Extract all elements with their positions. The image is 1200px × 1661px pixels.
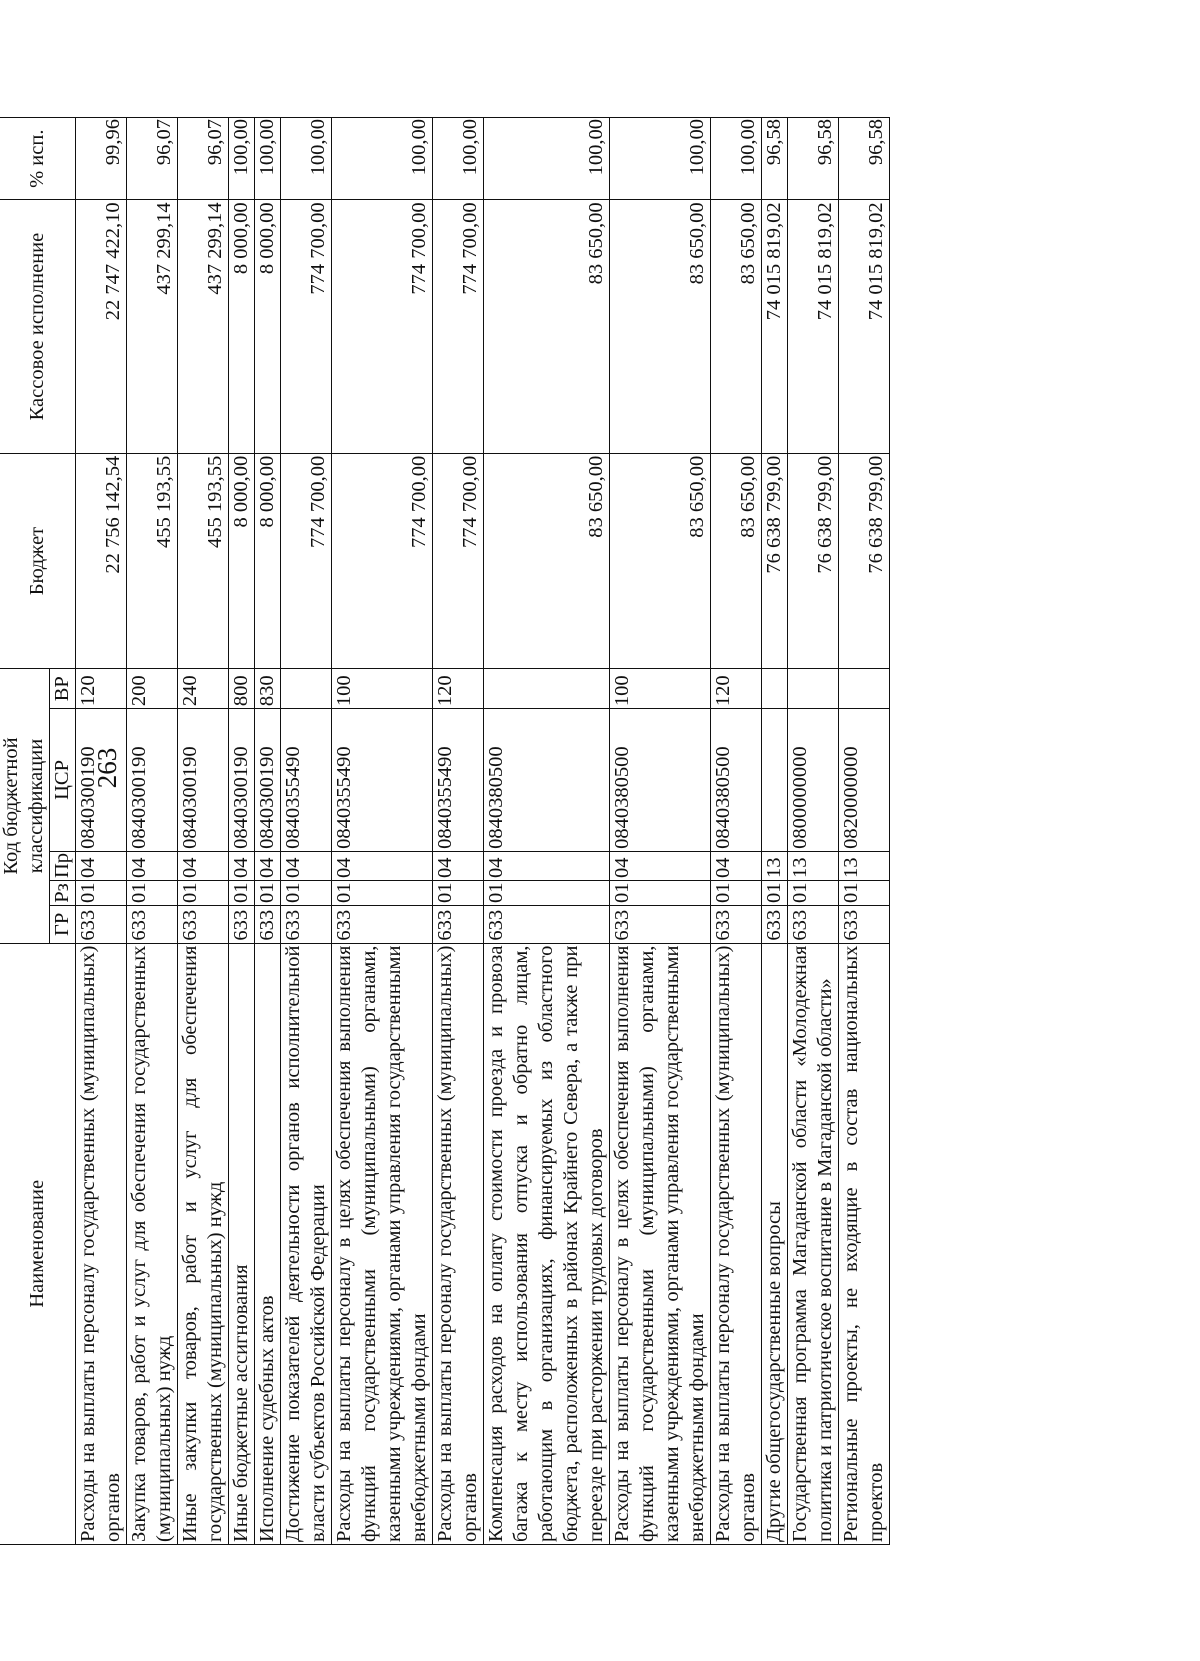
header-name: Наименование: [0, 943, 76, 1544]
row-vr: 120: [433, 669, 484, 709]
header-rz: Рз: [50, 881, 76, 906]
header-vr: ВР: [50, 669, 76, 709]
row-percent: 100,00: [255, 118, 281, 200]
row-rz: 01: [178, 881, 229, 906]
table-row: [484, 118, 610, 1545]
row-csr: 0840380500: [610, 709, 711, 852]
row-name: Расходы на выплаты персоналу государственных (муниципальных) органов: [76, 943, 127, 1544]
row-budget: 83 650,00: [711, 453, 762, 669]
row-vr: [839, 669, 890, 709]
table-row: [762, 118, 788, 1545]
row-budget: 774 700,00: [281, 453, 332, 669]
row-percent: 100,00: [484, 118, 610, 200]
header-budget: Бюджет: [0, 453, 76, 669]
table-row: [229, 118, 255, 1545]
row-percent: 100,00: [610, 118, 711, 200]
row-csr: 0840355490: [281, 709, 332, 852]
row-gr: 633: [127, 906, 178, 944]
row-budget: 774 700,00: [433, 453, 484, 669]
row-cash: 774 700,00: [433, 200, 484, 453]
row-name: Расходы на выплаты персоналу в целях обеспечения выполнения функций государственными (муниципальными) органами, казенными учреждениями, органами управления государственными внебюджетными фондами: [610, 943, 711, 1544]
row-pr: 04: [484, 851, 610, 880]
row-name: Достижение показателей деятельности органов исполнительной власти субъектов Российской Федерации: [281, 943, 332, 1544]
row-budget: 76 638 799,00: [762, 453, 788, 669]
row-cash: 83 650,00: [711, 200, 762, 453]
row-budget: 8 000,00: [255, 453, 281, 669]
header-cash-execution: Кассовое исполнение: [0, 200, 76, 453]
row-cash: 22 747 422,10: [76, 200, 127, 453]
row-percent: 96,58: [788, 118, 839, 200]
row-budget: 455 193,55: [127, 453, 178, 669]
header-code-group: Код бюджетной классификации: [0, 669, 50, 943]
row-rz: 01: [839, 881, 890, 906]
row-rz: 01: [229, 881, 255, 906]
row-percent: 99,96: [76, 118, 127, 200]
row-cash: 74 015 819,02: [839, 200, 890, 453]
row-budget: 455 193,55: [178, 453, 229, 669]
row-percent: 100,00: [229, 118, 255, 200]
table-row: [255, 118, 281, 1545]
row-gr: 633: [610, 906, 711, 944]
row-cash: 83 650,00: [610, 200, 711, 453]
row-budget: 22 756 142,54: [76, 453, 127, 669]
row-gr: 633: [229, 906, 255, 944]
row-gr: 633: [76, 906, 127, 944]
row-gr: 633: [484, 906, 610, 944]
row-pr: 04: [281, 851, 332, 880]
row-gr: 633: [788, 906, 839, 944]
row-percent: 96,07: [127, 118, 178, 200]
row-pr: 04: [76, 851, 127, 880]
row-gr: 633: [762, 906, 788, 944]
row-rz: 01: [762, 881, 788, 906]
row-name: Иные бюджетные ассигнования: [229, 943, 255, 1544]
row-gr: 633: [281, 906, 332, 944]
row-pr: 04: [711, 851, 762, 880]
row-rz: 01: [281, 881, 332, 906]
row-pr: 13: [762, 851, 788, 880]
row-budget: 83 650,00: [484, 453, 610, 669]
row-pr: 13: [839, 851, 890, 880]
row-csr: 0840300190: [76, 709, 127, 852]
row-budget: 774 700,00: [332, 453, 433, 669]
row-gr: 633: [332, 906, 433, 944]
row-budget: 8 000,00: [229, 453, 255, 669]
row-cash: 774 700,00: [332, 200, 433, 453]
row-percent: 96,58: [762, 118, 788, 200]
row-vr: [484, 669, 610, 709]
row-pr: 04: [332, 851, 433, 880]
table-row: [332, 118, 433, 1545]
row-cash: 437 299,14: [178, 200, 229, 453]
row-vr: 100: [610, 669, 711, 709]
table-row: [610, 118, 711, 1545]
row-gr: 633: [711, 906, 762, 944]
row-budget: 76 638 799,00: [788, 453, 839, 669]
row-pr: 04: [178, 851, 229, 880]
row-vr: [788, 669, 839, 709]
row-percent: 100,00: [281, 118, 332, 200]
table-row: [178, 118, 229, 1545]
table-row: [127, 118, 178, 1545]
table-row: [76, 118, 127, 1545]
row-gr: 633: [433, 906, 484, 944]
row-csr: 0840380500: [711, 709, 762, 852]
header-percent: % исп.: [0, 118, 76, 200]
row-rz: 01: [484, 881, 610, 906]
header-pr: Пр: [50, 851, 76, 880]
row-vr: 120: [711, 669, 762, 709]
row-vr: 800: [229, 669, 255, 709]
row-cash: 74 015 819,02: [788, 200, 839, 453]
row-rz: 01: [255, 881, 281, 906]
row-percent: 96,58: [839, 118, 890, 200]
row-csr: 0840355490: [332, 709, 433, 852]
row-pr: 04: [255, 851, 281, 880]
row-csr: 0800000000: [788, 709, 839, 852]
header-gr: ГР: [50, 906, 76, 944]
row-csr: [762, 709, 788, 852]
row-pr: 04: [433, 851, 484, 880]
row-name: Государственная программа Магаданской области «Молодежная политика и патриотическое воспитание в Магаданской области»: [788, 943, 839, 1544]
row-pr: 04: [610, 851, 711, 880]
row-gr: 633: [255, 906, 281, 944]
row-rz: 01: [711, 881, 762, 906]
table-row: [788, 118, 839, 1545]
row-percent: 100,00: [433, 118, 484, 200]
table-row: [711, 118, 762, 1545]
table-row: [839, 118, 890, 1545]
table-row: [433, 118, 484, 1545]
row-name: Другие общегосударственные вопросы: [762, 943, 788, 1544]
row-cash: 437 299,14: [127, 200, 178, 453]
row-vr: 100: [332, 669, 433, 709]
row-percent: 96,07: [178, 118, 229, 200]
row-cash: 83 650,00: [484, 200, 610, 453]
header-csr: ЦСР: [50, 709, 76, 852]
row-gr: 633: [839, 906, 890, 944]
row-csr: 0840300190: [127, 709, 178, 852]
row-rz: 01: [76, 881, 127, 906]
row-name: Закупка товаров, работ и услуг для обеспечения государственных (муниципальных) нужд: [127, 943, 178, 1544]
row-cash: 74 015 819,02: [762, 200, 788, 453]
table-row: [281, 118, 332, 1545]
row-name: Региональные проекты, не входящие в состав национальных проектов: [839, 943, 890, 1544]
row-name: Расходы на выплаты персоналу в целях обеспечения выполнения функций государственными (муниципальными) органами, казенными учреждениями, органами управления государственными внебюджетными фондами: [332, 943, 433, 1544]
row-budget: 76 638 799,00: [839, 453, 890, 669]
row-cash: 774 700,00: [281, 200, 332, 453]
row-pr: 04: [229, 851, 255, 880]
row-name: Компенсация расходов на оплату стоимости проезда и провоза багажа к месту использования отпуска и обратно лицам, работающим в организациях, финансируемых из областного бюджета, расположенных в районах Крайнего Севера, а также при переезде при расторжении трудовых договоров: [484, 943, 610, 1544]
row-name: Иные закупки товаров, работ и услуг для обеспечения государственных (муниципальных) нужд: [178, 943, 229, 1544]
row-vr: 200: [127, 669, 178, 709]
row-csr: 0840380500: [484, 709, 610, 852]
row-pr: 13: [788, 851, 839, 880]
row-name: Расходы на выплаты персоналу государственных (муниципальных) органов: [433, 943, 484, 1544]
row-rz: 01: [332, 881, 433, 906]
row-percent: 100,00: [332, 118, 433, 200]
row-vr: 120: [76, 669, 127, 709]
row-csr: 0840300190: [255, 709, 281, 852]
budget-execution-table: [0, 117, 890, 1545]
rotated-page-content: [0, 117, 887, 1545]
row-gr: 633: [178, 906, 229, 944]
row-name: Расходы на выплаты персоналу государственных (муниципальных) органов: [711, 943, 762, 1544]
row-vr: [762, 669, 788, 709]
row-vr: 240: [178, 669, 229, 709]
row-rz: 01: [610, 881, 711, 906]
row-name: Исполнение судебных актов: [255, 943, 281, 1544]
row-vr: 830: [255, 669, 281, 709]
row-rz: 01: [127, 881, 178, 906]
row-cash: 8 000,00: [255, 200, 281, 453]
row-csr: 0840355490: [433, 709, 484, 852]
row-csr: 0840300190: [229, 709, 255, 852]
row-rz: 01: [433, 881, 484, 906]
row-csr: 0840300190: [178, 709, 229, 852]
row-percent: 100,00: [711, 118, 762, 200]
row-budget: 83 650,00: [610, 453, 711, 669]
row-cash: 8 000,00: [229, 200, 255, 453]
row-csr: 0820000000: [839, 709, 890, 852]
row-rz: 01: [788, 881, 839, 906]
page-number: 263: [92, 747, 122, 789]
row-pr: 04: [127, 851, 178, 880]
row-vr: [281, 669, 332, 709]
